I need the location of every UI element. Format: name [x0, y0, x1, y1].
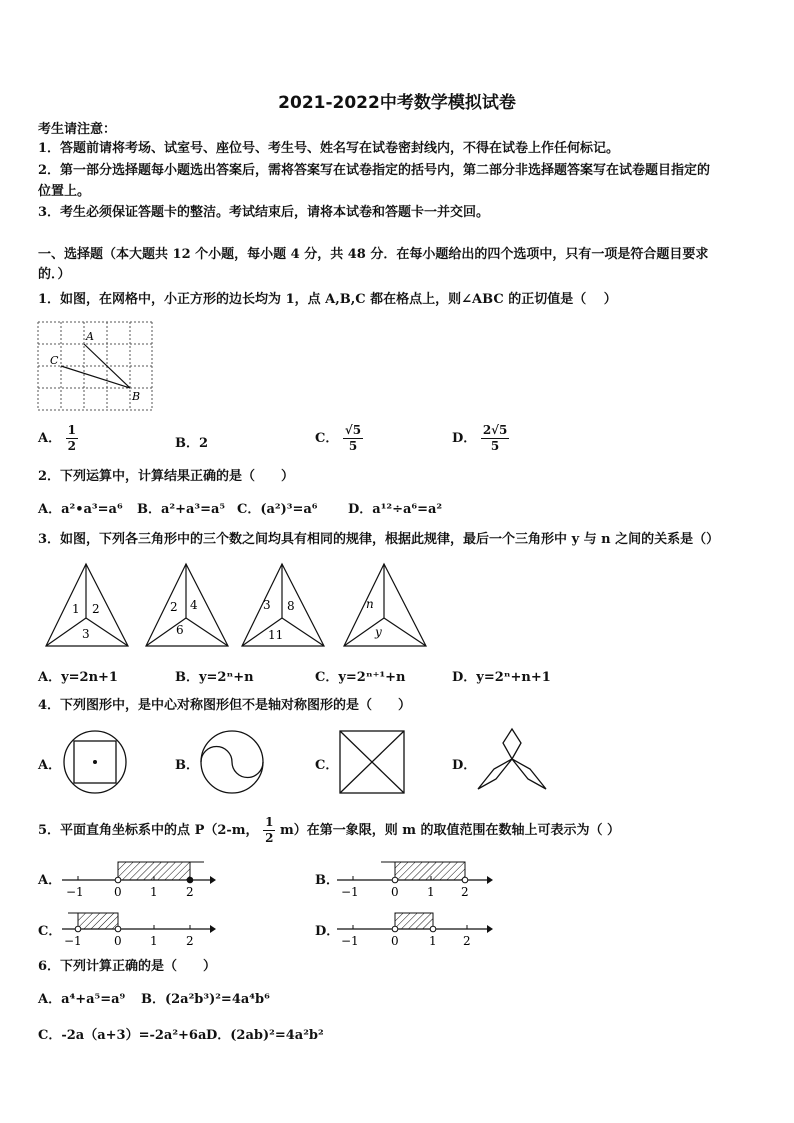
q4-option-b-figure[interactable] — [198, 728, 270, 798]
q3-triangle-2 — [140, 560, 240, 652]
q2-option-d[interactable]: D．a¹²÷a⁶=a² — [348, 502, 443, 517]
section-heading-cont: 的．） — [38, 267, 71, 282]
q3-option-a[interactable]: A．y=2n+1 — [38, 670, 118, 685]
q5-c-tick-0: 0 — [114, 934, 122, 948]
q5-option-c-label[interactable]: C． — [38, 924, 62, 939]
q1-option-a-num: 1 — [67, 423, 76, 437]
q1-grid-figure — [36, 318, 156, 414]
q5-stem-post: m）在第一象限，则 m 的取值范围在数轴上可表示为（ ） — [279, 823, 621, 838]
q4-option-d-figure[interactable] — [474, 726, 550, 796]
q5-option-a-numberline[interactable] — [58, 852, 218, 900]
q1-option-a-label: A． — [38, 431, 62, 446]
q3-t1-bottom: 3 — [82, 627, 90, 641]
q6-stem: 6．下列计算正确的是（ ） — [38, 959, 217, 974]
q3-t2-left: 2 — [170, 600, 178, 614]
q4-option-a-figure[interactable] — [60, 728, 132, 798]
q3-triangle-3 — [236, 560, 336, 652]
q3-stem: 3．如图，下列各三角形中的三个数之间均具有相同的规律，根据此规律，最后一个三角形中 y 与 n 之间的关系是（） — [38, 532, 720, 547]
q4-option-c-label[interactable]: C． — [315, 758, 339, 773]
q1-point-a: A — [86, 330, 94, 343]
q5-option-b-label[interactable]: B． — [315, 873, 339, 888]
q3-t3-right: 8 — [287, 599, 295, 613]
q3-option-c[interactable]: C．y=2ⁿ⁺¹+n — [315, 670, 406, 685]
q5-a-tick-neg1: −1 — [66, 885, 84, 899]
q3-t3-left: 3 — [263, 598, 271, 612]
q5-stem-pre: 5．平面直角坐标系中的点 P（2-m， — [38, 823, 259, 838]
q3-t3-bottom: 11 — [268, 628, 284, 642]
q5-option-a-label[interactable]: A． — [38, 873, 62, 888]
q5-d-tick-2: 2 — [463, 934, 471, 948]
q1-option-b[interactable]: B．2 — [175, 436, 209, 451]
q1-option-c-label: C． — [315, 431, 339, 446]
q3-option-d[interactable]: D．y=2ⁿ+n+1 — [452, 670, 551, 685]
q2-option-c[interactable]: C．(a²)³=a⁶ — [237, 502, 318, 517]
q5-option-d-numberline[interactable] — [333, 905, 495, 949]
notice-item-1: 1．答题前请将考场、试室号、座位号、考生号、姓名写在试卷密封线内，不得在试卷上作任何标记。 — [38, 141, 620, 156]
q5-option-b-numberline[interactable] — [333, 852, 495, 900]
q4-option-d-label[interactable]: D． — [452, 758, 477, 773]
q3-t4-bottom: y — [375, 625, 382, 639]
q5-b-tick-1: 1 — [427, 885, 435, 899]
q1-option-a-den: 2 — [67, 439, 76, 453]
q3-t1-right: 2 — [92, 602, 100, 616]
q5-a-tick-0: 0 — [114, 885, 122, 899]
q5-d-tick-0: 0 — [391, 934, 399, 948]
q4-option-c-figure[interactable] — [337, 728, 409, 798]
q5-b-tick-neg1: −1 — [341, 885, 359, 899]
q1-option-c-num: √5 — [344, 423, 362, 437]
q4-stem: 4．下列图形中，是中心对称图形但不是轴对称图形的是（ ） — [38, 698, 412, 713]
q1-stem: 1．如图，在网格中，小正方形的边长均为 1，点 A,B,C 都在格点上，则∠ABC 的正切值是（ ） — [38, 292, 617, 307]
q6-option-c[interactable]: C．-2a（a+3）=-2a²+6a — [38, 1028, 207, 1043]
q1-point-c: C — [50, 354, 59, 367]
q1-option-d-label: D． — [452, 431, 477, 446]
page-title: 2021-2022中考数学模拟试卷 — [278, 93, 516, 113]
q5-c-tick-1: 1 — [150, 934, 158, 948]
q4-option-b-label[interactable]: B． — [175, 758, 199, 773]
q3-t2-right: 4 — [190, 598, 198, 612]
q1-option-a[interactable] — [38, 423, 78, 454]
q1-option-c[interactable] — [315, 423, 363, 454]
q5-stem — [38, 815, 620, 846]
q1-option-d-den: 5 — [490, 439, 500, 453]
q1-option-d-num: 2√5 — [482, 423, 508, 437]
q5-a-tick-1: 1 — [150, 885, 158, 899]
q5-option-c-numberline[interactable] — [58, 905, 218, 949]
q5-a-tick-2: 2 — [186, 885, 194, 899]
q3-triangle-1 — [40, 560, 140, 652]
q6-option-b[interactable]: B．(2a²b³)²=4a⁴b⁶ — [141, 992, 270, 1007]
q5-d-tick-1: 1 — [429, 934, 437, 948]
q1-option-d[interactable] — [452, 423, 509, 454]
q3-t2-bottom: 6 — [176, 623, 184, 637]
q5-stem-den: 2 — [265, 831, 274, 845]
q5-stem-num: 1 — [265, 815, 274, 829]
notice-heading: 考生请注意： — [38, 122, 117, 137]
q2-option-b[interactable]: B．a²+a³=a⁵ — [137, 502, 226, 517]
notice-item-2: 2．第一部分选择题每小题选出答案后，需将答案写在试卷指定的括号内，第二部分非选择题答案写在试卷题目指定的 — [38, 163, 711, 178]
q5-c-tick-2: 2 — [186, 934, 194, 948]
q2-option-a[interactable]: A．a²•a³=a⁶ — [38, 502, 123, 517]
q5-b-tick-0: 0 — [391, 885, 399, 899]
notice-item-3: 3．考生必须保证答题卡的整洁。考试结束后，请将本试卷和答题卡一并交回。 — [38, 205, 490, 220]
q5-c-tick-neg1: −1 — [64, 934, 82, 948]
q3-t1-left: 1 — [72, 602, 80, 616]
q1-option-c-den: 5 — [348, 439, 358, 453]
q6-option-a[interactable]: A．a⁴+a⁵=a⁹ — [38, 992, 126, 1007]
q4-option-a-label[interactable]: A． — [38, 758, 62, 773]
q3-triangle-4 — [338, 560, 438, 652]
q1-point-b: B — [132, 390, 141, 403]
q3-option-b[interactable]: B．y=2ⁿ+n — [175, 670, 254, 685]
q5-option-d-label[interactable]: D． — [315, 924, 340, 939]
notice-item-2-cont: 位置上。 — [38, 184, 91, 199]
section-heading: 一、选择题（本大题共 12 个小题，每小题 4 分，共 48 分．在每小题给出的四个选项中，只有一项是符合题目要求 — [38, 247, 709, 262]
q5-b-tick-2: 2 — [461, 885, 469, 899]
q6-option-d[interactable]: D．(2ab)²=4a²b² — [206, 1028, 324, 1043]
q2-stem: 2．下列运算中，计算结果正确的是（ ） — [38, 469, 295, 484]
q5-d-tick-neg1: −1 — [341, 934, 359, 948]
q3-t4-left: n — [366, 597, 374, 611]
